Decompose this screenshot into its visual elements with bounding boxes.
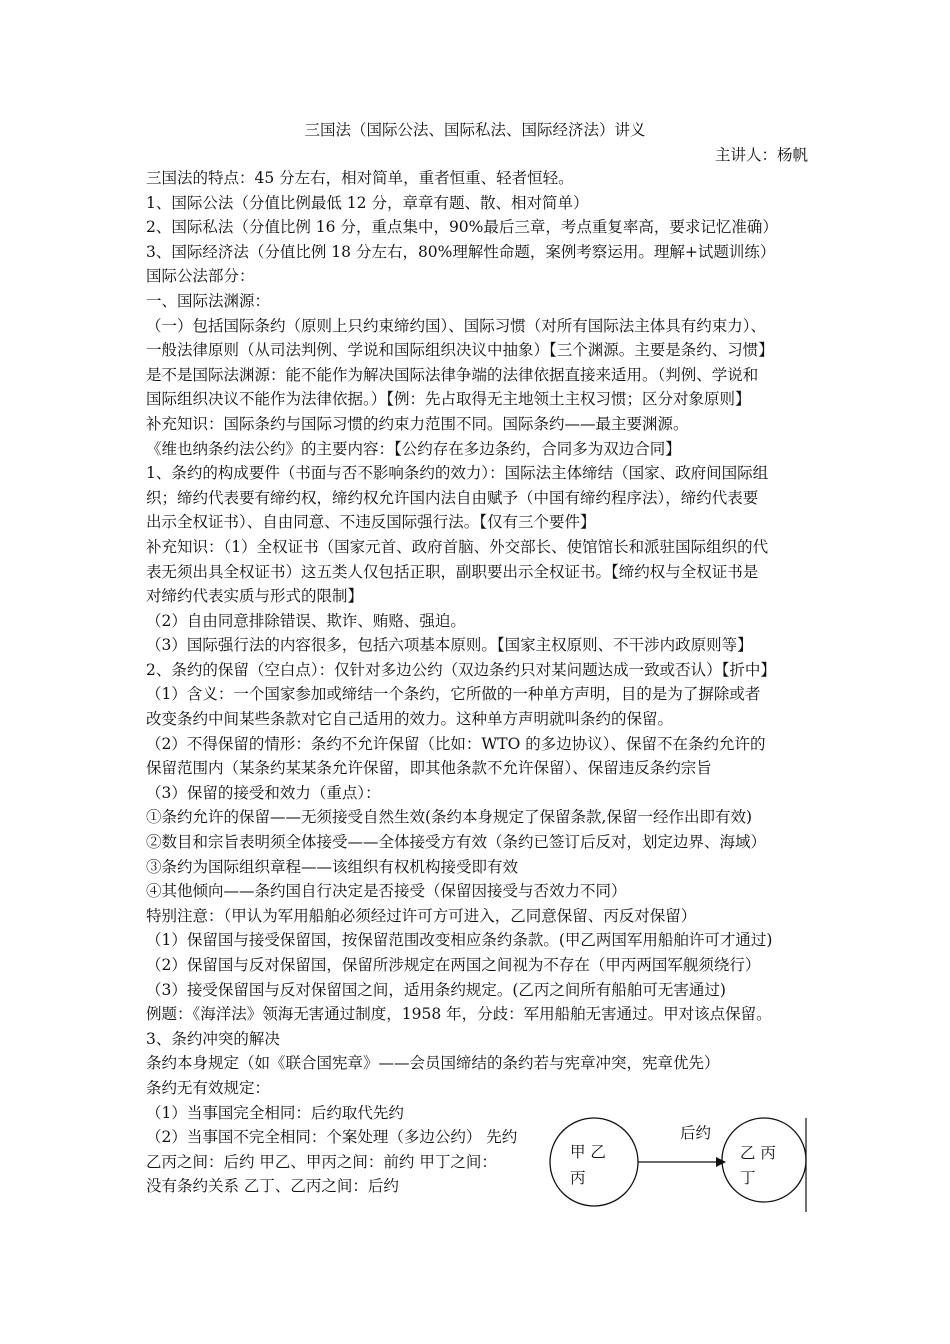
text-line: （1）保留国与接受保留国，按保留范围改变相应条约条款。(甲乙两国军用船舶许可才通过): [146, 931, 773, 950]
arrow-head-icon: [716, 1157, 726, 1167]
text-line: 国际公法部分：: [146, 267, 255, 286]
text-line: 2、国际私法（分值比例 16 分，重点集中，90%最后三章，考点重复率高，要求记忆准确）: [146, 218, 778, 237]
text-line: 《维也纳条约法公约》的主要内容：【公约存在多边条约，合同多为双边合同】: [146, 439, 681, 458]
text-line: 表无须出具全权证书）这五类人仅包括正职，副职要出示全权证书。【缔约权与全权证书是: [146, 562, 759, 581]
text-line: 一般法律原则（从司法判例、学说和国际组织决议中抽象）【三个渊源。主要是条约、习惯】: [146, 341, 774, 360]
earlier-treaty-circle: [550, 1118, 638, 1206]
text-line: （2）不得保留的情形：条约不允许保留（比如：WTO 的多边协议）、保留不在条约允许的: [146, 734, 766, 753]
text-line: 2、条约的保留（空白点）：仅针对多边公约（双边条约只对某问题达成一致或否认）【折中】: [146, 660, 776, 679]
text-line: ④其他倾向——条约国自行决定是否接受（保留因接受与否效力不同）: [146, 882, 627, 901]
earlier-treaty-parties: 甲 乙: [570, 1143, 606, 1161]
text-line: （一）包括国际条约（原则上只约束缔约国）、国际习惯（对所有国际法主体具有约束力）、: [146, 316, 767, 335]
text-line: 三国法的特点：45 分左右，相对简单，重者恒重、轻者恒轻。: [146, 169, 574, 187]
text-line: 保留范围内（某条约某某条允许保留，即其他条款不允许保留）、保留违反条约宗旨: [146, 759, 712, 778]
text-line: 国际组织决议不能作为法律依据。）【例：先占取得无主地领土主权习惯；区分对象原则】: [146, 390, 751, 409]
text-line: （2）当事国不完全相同：个案处理（多边公约） 先约: [146, 1128, 518, 1147]
text-line: 1、国际公法（分值比例最低 12 分，章章有题、散、相对简单）: [146, 193, 589, 212]
treaty-relationship-diagram: [540, 1110, 820, 1220]
document-body: [146, 166, 810, 1199]
text-line: 条约本身规定（如《联合国宪章》——会员国缔结的条约若与宪章冲突，宪章优先）: [146, 1054, 720, 1073]
text-line: 一、国际法渊源：: [146, 291, 271, 310]
text-line: （3）接受保留国与反对保留国之间，适用条约规定。(乙丙之间所有船舶可无害通过): [146, 980, 726, 999]
text-line: （1）当事国完全相同：后约取代先约: [146, 1103, 404, 1122]
text-line: （1）含义：一个国家参加或缔结一个条约，它所做的一种单方声明，目的是为了摒除或者: [146, 685, 761, 704]
text-line: 乙丙之间：后约 甲乙、甲丙之间：前约 甲丁之间：: [146, 1152, 497, 1171]
earlier-treaty-parties-2: 丙: [570, 1169, 586, 1187]
text-line: 对缔约代表实质与形式的限制】: [146, 587, 364, 606]
text-line: 是不是国际法渊源：能不能作为解决国际法律争端的法律依据直接来适用。（判例、学说和: [146, 365, 759, 384]
text-line: 改变条约中间某些条款对它自己适用的效力。这种单方声明就叫条约的保留。: [146, 710, 674, 729]
text-line: 3、条约冲突的解决: [146, 1029, 280, 1048]
document-title: 三国法（国际公法、国际私法、国际经济法）讲义: [304, 121, 646, 139]
text-line: 特别注意：（甲认为军用船舶必须经过许可方可进入，乙同意保留、丙反对保留）: [146, 906, 697, 925]
text-line: 1、条约的构成要件（书面与否不影响条约的效力）：国际法主体缔结（国家、政府间国际组: [146, 464, 769, 483]
text-line: 例题：《海洋法》领海无害通过制度，1958 年，分歧：军用船舶无害通过。甲对该点保留。: [146, 1005, 772, 1024]
arrow-label: 后约: [680, 1124, 712, 1142]
text-line: ①条约允许的保留——无须接受自然生效(条约本身规定了保留条款,保留一经作出即有效): [146, 808, 753, 827]
text-line: 条约无有效规定：: [146, 1078, 271, 1097]
text-line: （2）自由同意排除错误、欺诈、贿赂、强迫。: [146, 611, 466, 630]
text-line: 补充知识：国际条约与国际习惯的约束力范围不同。国际条约——最主要渊源。: [146, 414, 689, 433]
text-line: 出示全权证书）、自由同意、不违反国际强行法。【仅有三个要件】: [146, 513, 596, 532]
text-line: 3、国际经济法（分值比例 18 分左右，80%理解性命题，案例考察运用。理解+试题训练）: [146, 242, 776, 261]
text-line: （3）保留的接受和效力（重点）：: [146, 783, 381, 802]
lecturer-name: 主讲人：杨帆: [714, 146, 808, 164]
text-line: 补充知识：（1）全权证书（国家元首、政府首脑、外交部长、使馆馆长和派驻国际组织的代: [146, 537, 769, 556]
text-line: ③条约为国际组织章程——该组织有权机构接受即有效: [146, 857, 519, 876]
text-line: 没有条约关系 乙丁、乙丙之间：后约: [146, 1177, 399, 1196]
text-line: （3）国际强行法的内容很多，包括六项基本原则。【国家主权原则、不干涉内政原则等】: [146, 636, 753, 655]
later-treaty-parties-2: 丁: [740, 1169, 756, 1187]
text-line: ②数目和宗旨表明须全体接受——全体接受方有效（条约已签订后反对，划定边界、海域）: [146, 833, 767, 852]
text-line: （2）保留国与反对保留国，保留所涉规定在两国之间视为不存在（甲丙两国军舰须绕行）: [146, 956, 761, 974]
later-treaty-parties: 乙 丙: [740, 1144, 776, 1162]
text-line: 织；缔约代表要有缔约权，缔约权允许国内法自由赋予（中国有缔约程序法），缔约代表要: [146, 488, 759, 507]
